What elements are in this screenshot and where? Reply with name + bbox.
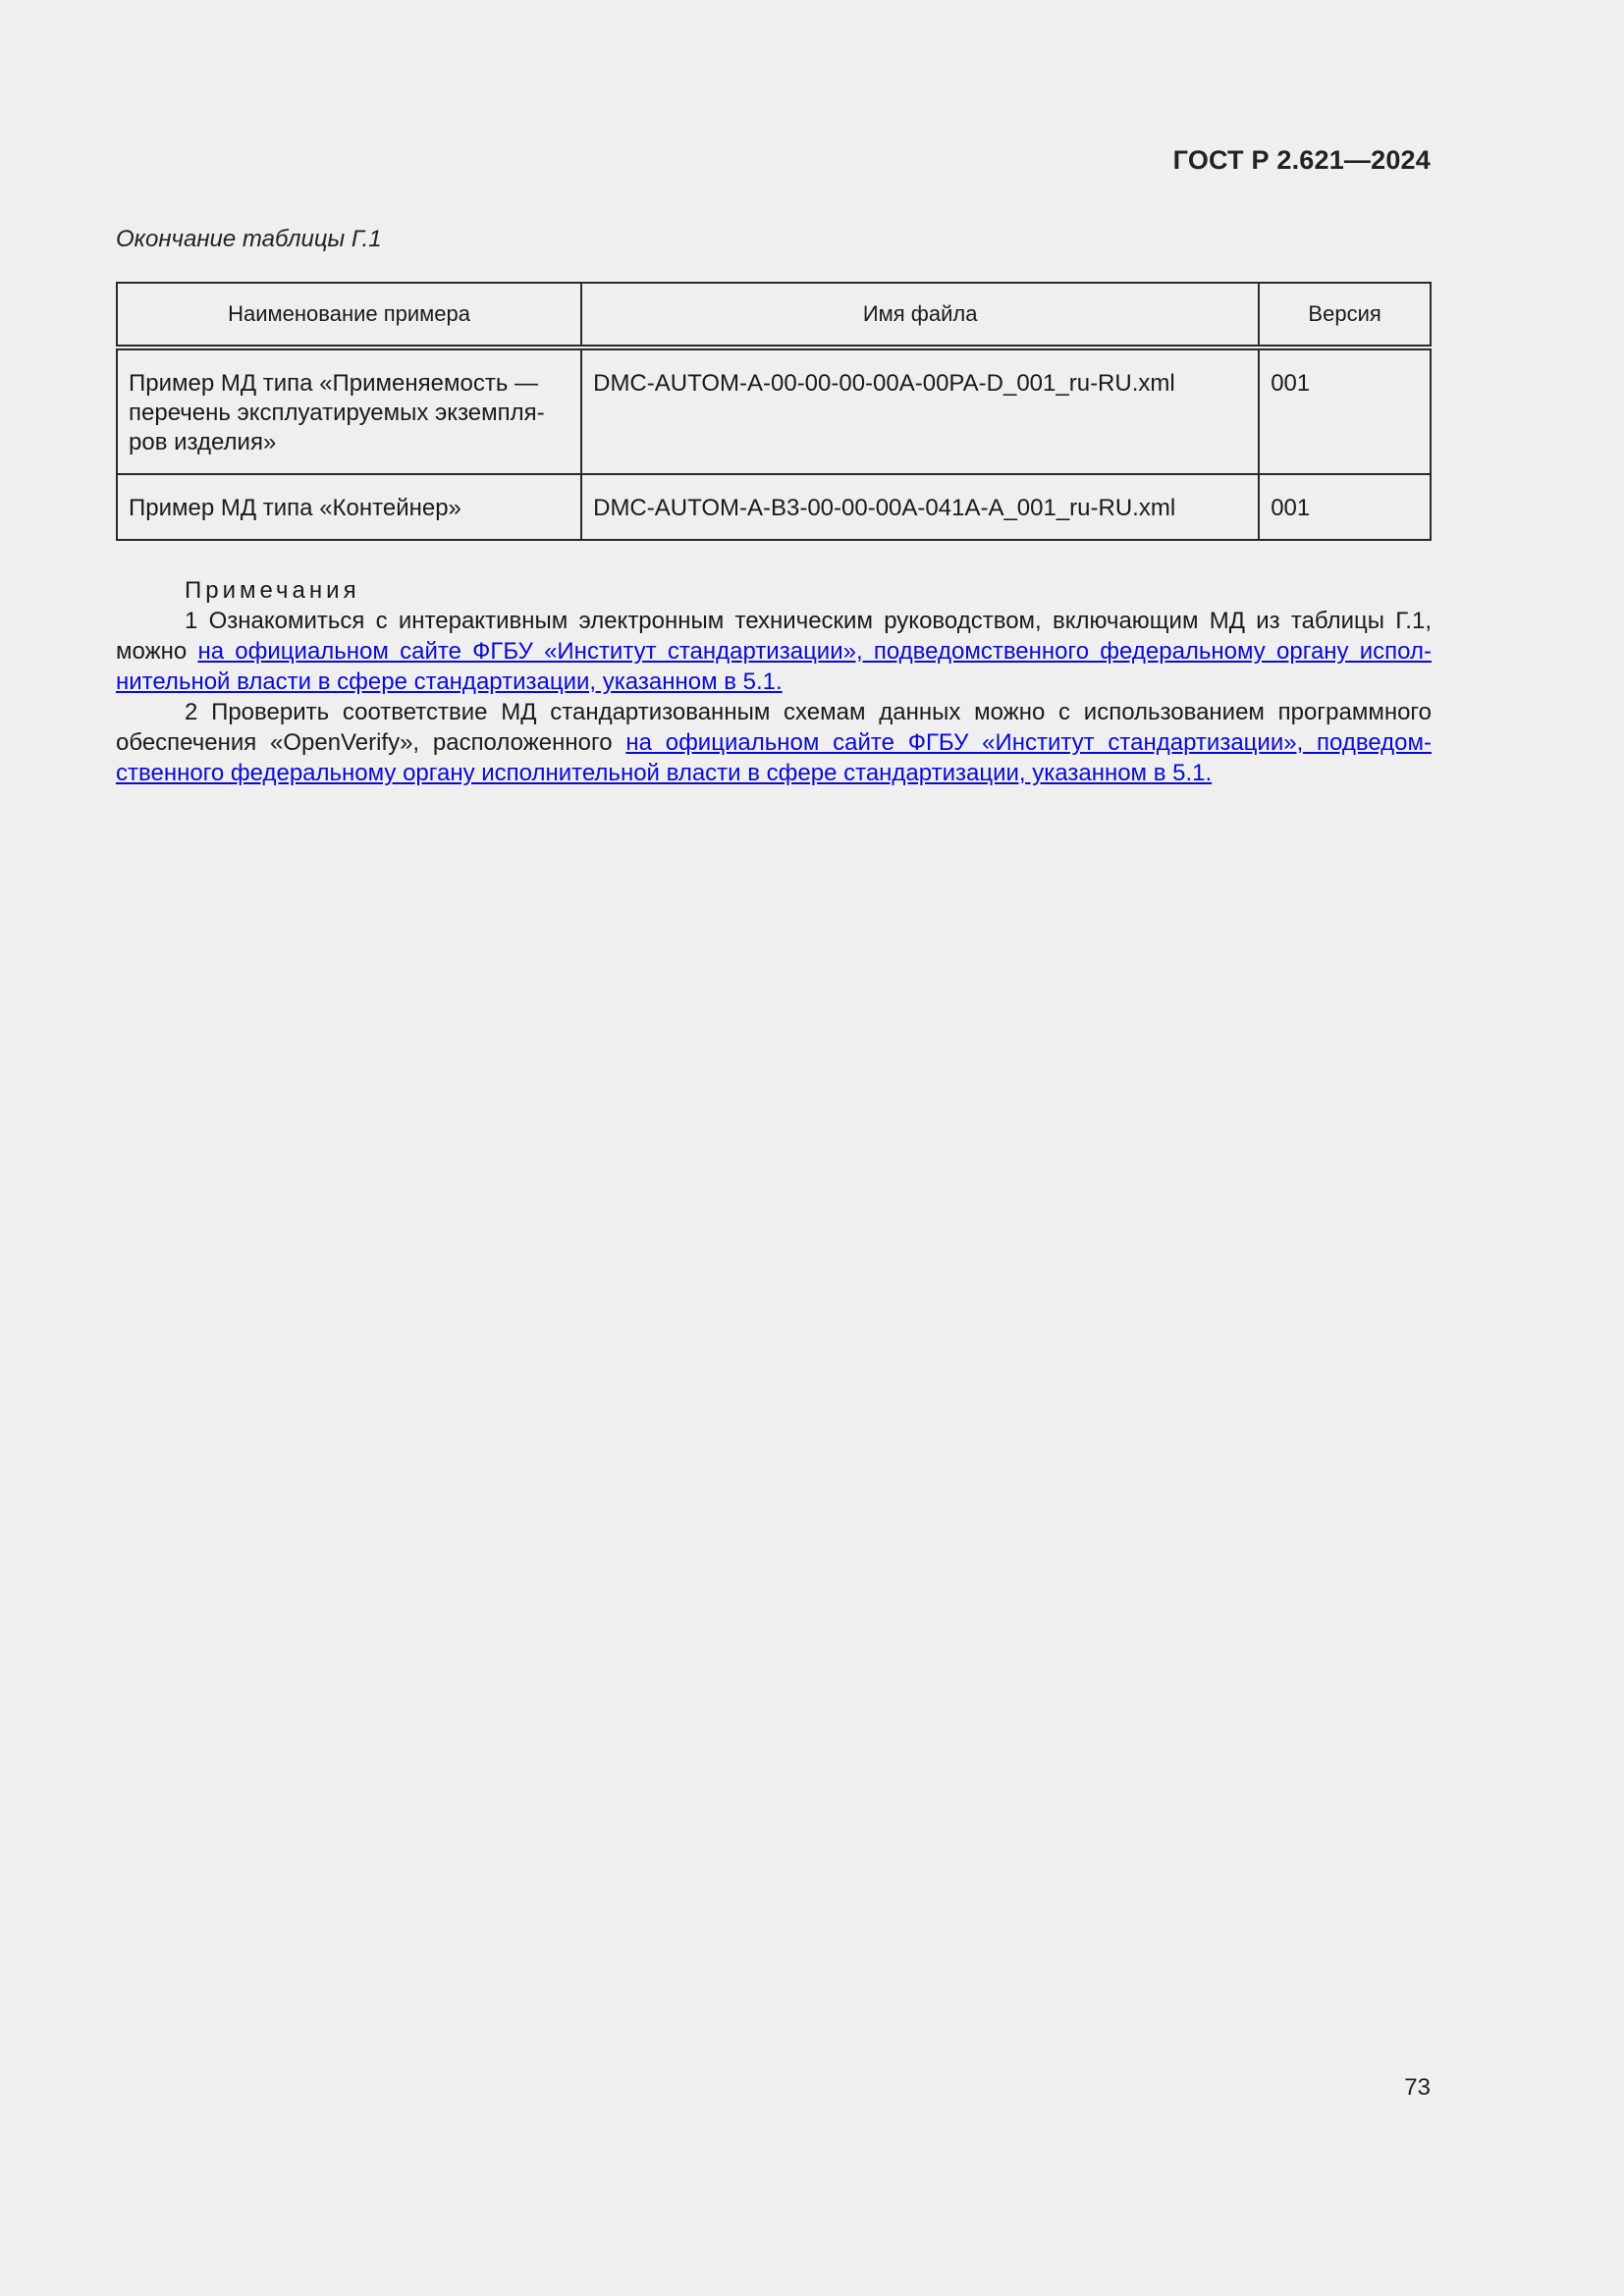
- cell-example-name: Пример МД типа «Применяемость — перечень эксплуатируемых экземпляров изделия»: [117, 347, 581, 474]
- cell-example-name: Пример МД типа «Контейнер»: [117, 474, 581, 540]
- note-item: [116, 697, 1432, 788]
- note-link[interactable]: на официальном сайте ФГБУ «Институт стандартизации», подведомственного федеральному органу исполнительной власти в сфере стандартизации, указанном в 5.1.: [116, 638, 1432, 695]
- page-number: 73: [1404, 2074, 1431, 2101]
- notes-section: [116, 575, 1432, 788]
- cell-file-name: DMC-AUTOM-A-B3-00-00-00A-041A-A_001_ru-RU.xml: [581, 474, 1259, 540]
- column-header-file-name: Имя файла: [581, 283, 1259, 347]
- table-row: [117, 347, 1431, 474]
- column-header-example-name: Наименование примера: [117, 283, 581, 347]
- notes-title: Примечания: [185, 577, 360, 604]
- cell-version: 001: [1259, 347, 1431, 474]
- note-item: [116, 606, 1432, 697]
- note-link[interactable]: на официальном сайте ФГБУ «Институт стандартизации», подведомственного федеральному органу исполнительной власти в сфере стандартизации, указанном в 5.1.: [116, 729, 1432, 786]
- cell-file-name: DMC-AUTOM-A-00-00-00-00A-00PA-D_001_ru-RU.xml: [581, 347, 1259, 474]
- table-caption: Окончание таблицы Г.1: [116, 226, 382, 252]
- cell-version: 001: [1259, 474, 1431, 540]
- note-text: 1 Ознакомиться с интерактивным электронным техническим руководством, включающим МД из таблицы Г.1, можно: [116, 608, 1432, 665]
- table-row: [117, 474, 1431, 540]
- table-header-row: [117, 283, 1431, 347]
- document-code-header: ГОСТ Р 2.621—2024: [1172, 145, 1431, 175]
- column-header-version: Версия: [1259, 283, 1431, 347]
- examples-table: [116, 282, 1432, 541]
- note-text: 2 Проверить соответствие МД стандартизованным схемам данных можно с использованием программного обеспечения «OpenVerify», расположенного: [116, 699, 1432, 756]
